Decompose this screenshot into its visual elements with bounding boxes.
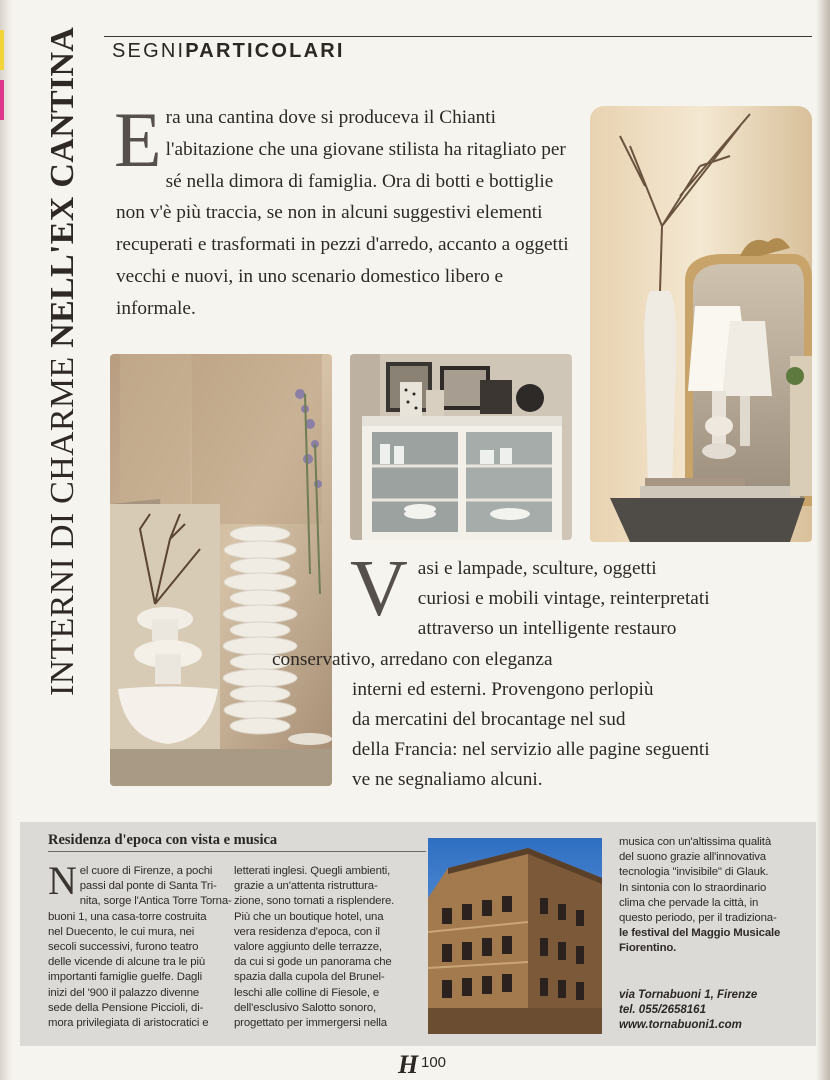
page-number: 100 xyxy=(421,1054,447,1071)
info-line: Fiorentino. xyxy=(619,942,677,955)
info-line: musica con un'altissima qualità xyxy=(619,836,772,848)
second-dropcap: V xyxy=(350,545,408,633)
info-line: letterati inglesi. Quegli ambienti, xyxy=(234,865,391,877)
second-line: conservativo, arredano con eleganza xyxy=(272,648,553,670)
info-column-1 xyxy=(48,858,232,1031)
info-line: valore aggiunto delle terrazze, xyxy=(234,941,382,954)
rubric-bold: PARTICOLARI xyxy=(185,40,345,62)
info-line: progettato per immergersi nella xyxy=(234,1017,387,1030)
second-paragraph xyxy=(272,545,812,796)
info-line: sede della Pensione Piccioli, di- xyxy=(48,1001,204,1014)
intro-text: ra una cantina dove si produceva il Chianti l'abitazione che una giovane stilista ha ritagliato per sé nella dimora di famiglia. Ora di botti e bottiglie non v'è più traccia, se non in alcuni suggestivi elementi recuperati e trasformati in pezzi d'arredo, accanto a oggetti vecchi e nuovi, in uno scenario domestico libero e informale. xyxy=(116,107,569,319)
second-line: attraverso un intelligente restauro xyxy=(417,618,677,640)
page-edge-shadow xyxy=(816,0,830,1080)
section-rubric xyxy=(112,40,345,63)
photo-vintage-cabinet xyxy=(350,354,572,540)
info-line: da cui si gode un panorama che xyxy=(234,956,392,969)
intro-dropcap: E xyxy=(114,96,162,183)
info-line: In sintonia con lo straordinario xyxy=(619,881,767,894)
info-line: importanti famiglie guelfe. Dagli xyxy=(48,971,202,984)
info-line: mora privilegiata di aristocratici e xyxy=(48,1017,209,1030)
second-line: asi e lampade, sculture, oggetti xyxy=(417,558,657,579)
info-line: dell'esclusivo Salotto sonoro, xyxy=(234,1001,377,1014)
info-line: grazie a un'attenta ristruttura- xyxy=(234,880,378,893)
second-line: interni ed esterni. Provengono perlopiù xyxy=(352,678,654,700)
info-line: Più che un boutique hotel, una xyxy=(234,910,384,923)
info-line: nita, sorge l'Antica Torre Torna- xyxy=(79,895,232,908)
info-line: del suono grazie all'innovativa xyxy=(619,851,766,864)
info-line: questo periodo, per il tradiziona- xyxy=(619,912,777,925)
info-line: spazia dalla cupola del Brunel- xyxy=(234,971,385,984)
info-line: tecnologia "invisibile" di Glauk. xyxy=(619,866,769,879)
info-line: inizi del '900 il palazzo divenne xyxy=(48,986,200,999)
vertical-headline xyxy=(38,26,88,696)
info-line: le festival del Maggio Musicale xyxy=(619,927,781,940)
page-spine-shadow xyxy=(0,0,14,1080)
rubric-prefix: SEGNI xyxy=(112,40,186,62)
second-line: ve ne segnaliamo alcuni. xyxy=(352,769,543,791)
info-dropcap: N xyxy=(48,858,77,903)
address-street: via Tornabuoni 1, Firenze xyxy=(619,989,758,1001)
address-website[interactable]: www.tornabuoni1.com xyxy=(619,1019,742,1031)
info-line: vera residenza d'epoca, con il xyxy=(234,925,380,938)
info-box-title: Residenza d'epoca con vista e musica xyxy=(48,832,278,848)
hotel-address xyxy=(619,988,811,1033)
photo-lamp-mirror xyxy=(590,106,812,542)
magazine-logo: H xyxy=(398,1050,419,1079)
headline-bold: NELL'EX CANTINA xyxy=(44,26,81,348)
intro-paragraph xyxy=(114,96,586,325)
info-line: clima che pervade la città, in xyxy=(619,896,759,909)
info-line: zione, sono tornati a risplendere. xyxy=(234,895,395,908)
info-line: el cuore di Firenze, a pochi xyxy=(79,865,213,877)
header-rule xyxy=(104,36,812,37)
info-line: secoli successivi, furono teatro xyxy=(48,941,199,954)
second-line: della Francia: nel servizio alle pagine seguenti xyxy=(352,739,710,761)
headline-regular: INTERNI DI CHARME xyxy=(44,347,81,696)
spine-color-tab xyxy=(0,80,4,120)
info-column-3 xyxy=(619,835,811,957)
info-line: nel Duecento, le cui mura, nei xyxy=(48,925,195,938)
info-box-rule xyxy=(48,851,426,852)
info-column-2 xyxy=(234,864,424,1031)
info-line: leschi alle colline di Fiesole, e xyxy=(234,986,380,999)
second-line: curiosi e mobili vintage, reinterpretati xyxy=(417,588,710,610)
spine-color-tab xyxy=(0,30,4,70)
address-phone: tel. 055/2658161 xyxy=(619,1004,706,1016)
second-line: da mercatini del brocantage nel sud xyxy=(352,709,626,731)
info-line: passi dal ponte di Santa Tri- xyxy=(79,880,217,893)
photo-hotel-building xyxy=(428,838,602,1034)
photo-white-vases xyxy=(110,354,332,786)
info-line: buoni 1, una casa-torre costruita xyxy=(48,910,207,923)
info-line: delle vicende di alcune tra le più xyxy=(48,956,206,969)
